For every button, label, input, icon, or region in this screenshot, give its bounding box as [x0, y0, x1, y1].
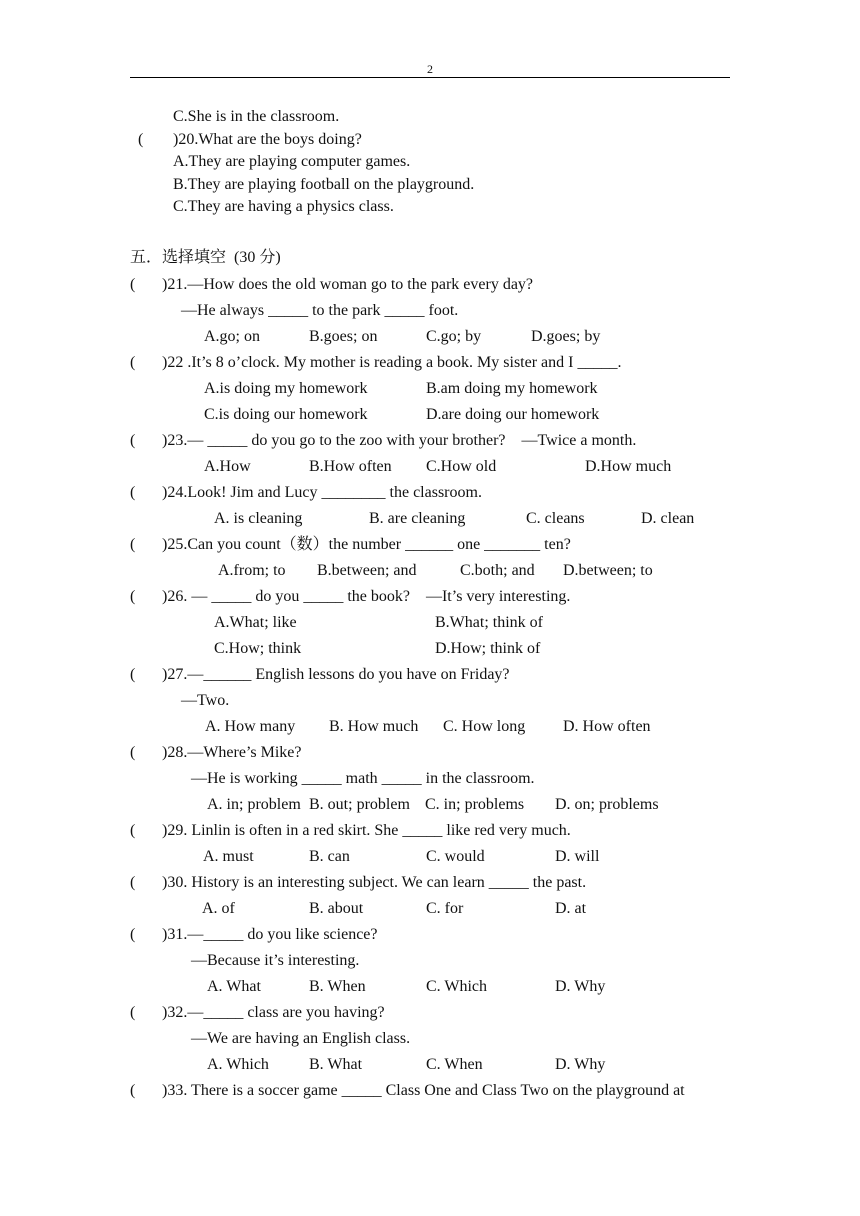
q29-bracket[interactable]: (: [130, 822, 136, 839]
q26-option-b[interactable]: B.What; think of: [435, 614, 543, 631]
header-rule: [130, 77, 730, 78]
q29-option-c[interactable]: C. would: [426, 848, 485, 865]
q24-option-d[interactable]: D. clean: [641, 510, 695, 527]
q28-line2: —He is working _____ math _____ in the classroom.: [191, 770, 535, 787]
q26-bracket[interactable]: (: [130, 588, 136, 605]
q25-option-a[interactable]: A.from; to: [218, 562, 286, 579]
q24-bracket[interactable]: (: [130, 484, 136, 501]
q24-option-a[interactable]: A. is cleaning: [214, 510, 303, 527]
q30-option-a[interactable]: A. of: [202, 900, 235, 917]
q22-option-d[interactable]: D.are doing our homework: [426, 406, 600, 423]
q28-option-c[interactable]: C. in; problems: [425, 796, 525, 813]
q26-stem: )26. — _____ do you _____ the book? —It’s very interesting.: [162, 588, 571, 605]
section-title: 五．选择填空 (30 分): [130, 249, 281, 266]
q27-option-c[interactable]: C. How long: [443, 718, 526, 735]
q25-option-d[interactable]: D.between; to: [563, 562, 653, 579]
q21-stem: )21.—How does the old woman go to the park every day?: [162, 276, 534, 293]
page-number: 2: [427, 62, 433, 76]
q31-line2: —Because it’s interesting.: [191, 952, 360, 969]
q29-option-a[interactable]: A. must: [203, 848, 254, 865]
q31-option-d[interactable]: D. Why: [555, 978, 606, 995]
q21-option-a[interactable]: A.go; on: [204, 328, 260, 345]
q28-option-d[interactable]: D. on; problems: [555, 796, 659, 813]
q32-bracket[interactable]: (: [130, 1004, 136, 1021]
q22-option-a[interactable]: A.is doing my homework: [204, 380, 368, 397]
q25-option-b[interactable]: B.between; and: [317, 562, 417, 579]
q31-option-a[interactable]: A. What: [207, 978, 261, 995]
q23-option-b[interactable]: B.How often: [309, 458, 392, 475]
q32-option-c[interactable]: C. When: [426, 1056, 483, 1073]
q27-stem: )27.—______ English lessons do you have on Friday?: [162, 666, 510, 683]
q26-option-a[interactable]: A.What; like: [214, 614, 297, 631]
q27-option-d[interactable]: D. How often: [563, 718, 651, 735]
q20-option-a[interactable]: A.They are playing computer games.: [173, 153, 411, 170]
q23-stem: )23.— _____ do you go to the zoo with your brother? —Twice a month.: [162, 432, 637, 449]
q22-option-c[interactable]: C.is doing our homework: [204, 406, 368, 423]
q26-option-c[interactable]: C.How; think: [214, 640, 302, 657]
q31-option-c[interactable]: C. Which: [426, 978, 488, 995]
q21-option-d[interactable]: D.goes; by: [531, 328, 601, 345]
q27-line2: —Two.: [181, 692, 230, 709]
q27-option-a[interactable]: A. How many: [205, 718, 296, 735]
q33-stem: )33. There is a soccer game _____ Class One and Class Two on the playground at: [162, 1082, 685, 1099]
q20-option-b[interactable]: B.They are playing football on the playground.: [173, 176, 475, 193]
q28-option-a[interactable]: A. in; problem: [207, 796, 301, 813]
q30-bracket[interactable]: (: [130, 874, 136, 891]
q24-stem: )24.Look! Jim and Lucy ________ the classroom.: [162, 484, 482, 501]
q29-option-d[interactable]: D. will: [555, 848, 600, 865]
q30-option-d[interactable]: D. at: [555, 900, 587, 917]
q23-option-a[interactable]: A.How: [204, 458, 251, 475]
q28-option-b[interactable]: B. out; problem: [309, 796, 410, 813]
q22-option-b[interactable]: B.am doing my homework: [426, 380, 598, 397]
q20-stem: )20.What are the boys doing?: [173, 131, 362, 148]
q29-stem: )29. Linlin is often in a red skirt. She _____ like red very much.: [162, 822, 571, 839]
q30-option-c[interactable]: C. for: [426, 900, 464, 917]
q33-bracket[interactable]: (: [130, 1082, 136, 1099]
q31-stem: )31.—_____ do you like science?: [162, 926, 378, 943]
q21-option-c[interactable]: C.go; by: [426, 328, 482, 345]
q28-bracket[interactable]: (: [130, 744, 136, 761]
q28-stem: )28.—Where’s Mike?: [162, 744, 302, 761]
q21-option-b[interactable]: B.goes; on: [309, 328, 378, 345]
q22-bracket[interactable]: (: [130, 354, 136, 371]
q31-bracket[interactable]: (: [130, 926, 136, 943]
q27-bracket[interactable]: (: [130, 666, 136, 683]
q30-stem: )30. History is an interesting subject. We can learn _____ the past.: [162, 874, 587, 891]
q27-option-b[interactable]: B. How much: [329, 718, 419, 735]
q32-option-d[interactable]: D. Why: [555, 1056, 606, 1073]
q20-option-c[interactable]: C.They are having a physics class.: [173, 198, 394, 215]
q23-option-c[interactable]: C.How old: [426, 458, 497, 475]
q23-bracket[interactable]: (: [130, 432, 136, 449]
q26-option-d[interactable]: D.How; think of: [435, 640, 541, 657]
q25-stem: )25.Can you count（数）the number ______ one _______ ten?: [162, 536, 571, 553]
q21-bracket[interactable]: (: [130, 276, 136, 293]
q23-option-d[interactable]: D.How much: [585, 458, 672, 475]
q32-stem: )32.—_____ class are you having?: [162, 1004, 385, 1021]
q24-option-c[interactable]: C. cleans: [526, 510, 585, 527]
q21-line2: —He always _____ to the park _____ foot.: [181, 302, 459, 319]
q32-option-b[interactable]: B. What: [309, 1056, 363, 1073]
q29-option-b[interactable]: B. can: [309, 848, 350, 865]
q22-stem: )22 .It’s 8 o’clock. My mother is reading a book. My sister and I _____.: [162, 354, 622, 371]
q30-option-b[interactable]: B. about: [309, 900, 364, 917]
q32-line2: —We are having an English class.: [191, 1030, 411, 1047]
q24-option-b[interactable]: B. are cleaning: [369, 510, 466, 527]
q31-option-b[interactable]: B. When: [309, 978, 366, 995]
q25-option-c[interactable]: C.both; and: [460, 562, 535, 579]
q32-option-a[interactable]: A. Which: [207, 1056, 269, 1073]
q19-option-c: C.She is in the classroom.: [173, 108, 340, 125]
q20-bracket[interactable]: (: [138, 131, 144, 148]
q25-bracket[interactable]: (: [130, 536, 136, 553]
